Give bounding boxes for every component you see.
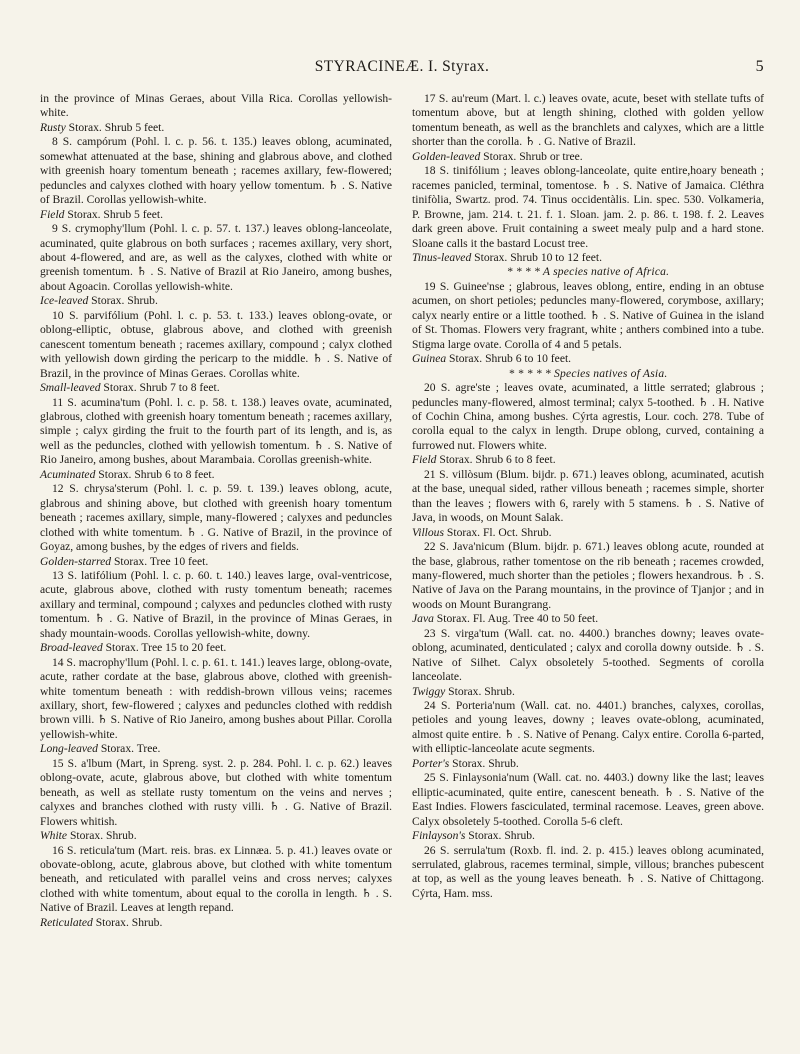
species-entry: 8 S. campórum (Pohl. l. c. p. 56. t. 135.) leaves oblong, acuminated, somewhat attenuated at the base, shining and glabrous above, and clothed with greenish hoary tomentum beneath ; racemes axillary, few-flowered; peduncles and calyxes clothed with hoary yellow tomentum. ♄ . S. Native of Brazil. Corollas yellowish-white. bbox=[40, 135, 392, 207]
common-name-line bbox=[40, 916, 392, 930]
common-name: Guinea bbox=[412, 352, 447, 366]
common-name-line bbox=[412, 150, 764, 164]
common-name-details: Storax. Shrub 5 feet. bbox=[64, 207, 163, 221]
species-entry: 12 S. chrysa'sterum (Pohl. l. c. p. 59. t. 139.) leaves oblong, acute, glabrous and shining above, but clothed with greenish hoary tomentum beneath ; racemes axillary, simple, many-flowered ; calyxes and peduncles clothed with white tomentum. ♄ . G. Native of Brazil, in the province of Goyaz, among bushes, by the edges of rivers and fields. bbox=[40, 482, 392, 554]
species-entry: 23 S. virga'tum (Wall. cat. no. 4400.) branches downy; leaves ovate-oblong, acuminated, denticulated ; calyx and corolla downy outside. ♄ . S. Native of Silhet. Calyx obsoletely 5-toothed. Segments of corolla lanceolate. bbox=[412, 626, 764, 684]
common-name: Java bbox=[412, 612, 434, 626]
common-name-details: Storax. Tree 10 feet. bbox=[111, 554, 209, 568]
common-name-line bbox=[412, 526, 764, 540]
common-name-line bbox=[412, 685, 764, 699]
common-name-details: Storax. Shrub 6 to 8 feet. bbox=[95, 467, 215, 481]
common-name-details: Storax. Shrub. bbox=[92, 915, 163, 929]
common-name: Rusty bbox=[40, 120, 66, 134]
common-name: Acuminated bbox=[40, 467, 96, 481]
species-entry: 13 S. latifólium (Pohl. l. c. p. 60. t. 140.) leaves large, oval-ventricose, acute, glabrous above, clothed with rusty tomentum beneath; racemes axillary and terminal, compound ; calyxes and peduncles clothed with rusty tomentum. ♄ . G. Native of Brazil, in the province of Minas Geraes, in shady mountain-woods. Corollas yellowish-white, downy. bbox=[40, 568, 392, 640]
common-name-details: Storax. Shrub 6 to 10 feet. bbox=[446, 352, 572, 366]
common-name-details: Storax. Shrub 5 feet. bbox=[65, 120, 165, 134]
common-name-details: Storax. Shrub 6 to 8 feet. bbox=[436, 453, 556, 467]
species-entry: 11 S. acumina'tum (Pohl. l. c. p. 58. t. 138.) leaves ovate, acuminated, glabrous, clothed with greenish hoary tomentum beneath ; racemes axillary, simple ; calyx girding the fruit to the fourth part of its length, and is, as well as the peduncles, clothed with yellowish tomentum. ♄ . S. Native of Rio Janeiro, among bushes, about Marambaia. Corollas greenish-white. bbox=[40, 395, 392, 467]
common-name-line bbox=[412, 757, 764, 771]
common-name: Field bbox=[40, 207, 65, 221]
common-name: Villous bbox=[412, 525, 444, 539]
common-name-line bbox=[412, 829, 764, 843]
species-entry: 10 S. parvifólium (Pohl. l. c. p. 53. t. 133.) leaves oblong-ovate, or oblong-elliptic, obtuse, glabrous above, and clothed with greenish canescent tomentum beneath ; racemes axillary, compound ; calyx clothed with yellowish down girding the pericarp to the middle. ♄ . S. Native of Brazil, in the province of Minas Geraes. Corollas white. bbox=[40, 308, 392, 380]
common-name-line bbox=[40, 742, 392, 756]
common-name-line bbox=[40, 381, 392, 395]
common-name: Reticulated bbox=[40, 915, 93, 929]
species-entry: 15 S. a'lbum (Mart, in Spreng. syst. 2. p. 284. Pohl. l. c. p. 62.) leaves oblong-ovate, acute, glabrous above, but clothed with white tomentum beneath, as well as stellate rusty tomentum on the veins and nerves ; calyxes and branches clothed with rusty villi. ♄ . G. Native of Brazil. Flowers whitish. bbox=[40, 756, 392, 828]
common-name-details: Storax. Shrub or tree. bbox=[480, 149, 583, 163]
common-name-details: Storax. Shrub. bbox=[88, 294, 158, 308]
common-name: Porter's bbox=[412, 756, 450, 770]
common-name-details: Storax. Fl. Oct. Shrub. bbox=[444, 525, 552, 539]
common-name-line bbox=[40, 555, 392, 569]
common-name-line bbox=[40, 208, 392, 222]
species-entry: 9 S. crymophy'llum (Pohl. l. c. p. 57. t. 137.) leaves oblong-lanceolate, acuminated, quite glabrous on both surfaces ; racemes axillary, very short, about 4-flowered, and are, as well as the calyxes, clothed with white or greenish tomentum. ♄ . S. Native of Brazil at Rio Janeiro, among bushes, about Agoacin. Corollas yellowish-white. bbox=[40, 222, 392, 293]
common-name-details: Storax. Shrub 7 to 8 feet. bbox=[100, 381, 220, 395]
species-entry: 22 S. Java'nicum (Blum. bijdr. p. 671.) leaves oblong acute, rounded at the base, glabrous, rather tomentose on the rib beneath ; racemes crowded, many-flowered, much shorter than the petioles ; flowers hexandrous. ♄ . S. Native of Java on the Parang mountains, in the province of Tjanjor ; and in woods on Mount Burangrang. bbox=[412, 540, 764, 611]
common-name: Golden-leaved bbox=[412, 149, 481, 163]
common-name: Broad-leaved bbox=[40, 641, 103, 655]
section-heading: * * * * * Species natives of Asia. bbox=[508, 366, 668, 380]
common-name-line bbox=[40, 468, 392, 482]
species-entry: 16 S. reticula'tum (Mart. reis. bras. ex Linnæa. 5. p. 41.) leaves ovate or obovate-oblong, acute, glabrous above, but clothed with white tomentum beneath, and reticulated with parallel veins and cross nerves; calyxes clothed with white tomentum, about equal to the corolla in length. ♄ . S. Native of Brazil. Leaves at length repand. bbox=[40, 843, 392, 915]
common-name: Ice-leaved bbox=[40, 294, 89, 308]
page-number: 5 bbox=[755, 58, 764, 75]
common-name: White bbox=[40, 829, 68, 843]
common-name-details: Storax. Fl. Aug. Tree 40 to 50 feet. bbox=[433, 612, 599, 626]
common-name-details: Storax. Tree 15 to 20 feet. bbox=[102, 641, 227, 655]
common-name: Golden-starred bbox=[40, 554, 112, 568]
common-name: Field bbox=[412, 453, 437, 467]
species-entry: 21 S. villòsum (Blum. bijdr. p. 671.) leaves oblong, acuminated, acutish at the base, unequal sided, rather villous beneath ; racemes simple, shorter than the leaves ; flowers with 6, rarely with 5 stamens. ♄ . S. Native of Java, in woods, on Mount Salak. bbox=[412, 467, 764, 525]
common-name-details: Storax. Tree. bbox=[97, 742, 161, 756]
common-name-line bbox=[412, 453, 764, 467]
common-name: Long-leaved bbox=[40, 742, 98, 756]
species-entry: in the province of Minas Geraes, about Villa Rica. Corollas yellowish-white. bbox=[40, 92, 392, 120]
common-name-details: Storax. Shrub. bbox=[449, 756, 519, 770]
common-name-line bbox=[40, 294, 392, 308]
species-entry: 18 S. tinifólium ; leaves oblong-lanceolate, quite entire,hoary beneath ; racemes panicled, terminal, tomentose. ♄ . S. Native of Jamaica. Cléthra tinifòlia, Swartz. prod. 74. Tìnus occidentàlis. Lin. spec. 530. Volkameria, P. Browne, jam. 214. t. 21. f. 1. Sloan. jam. 2. p. 86. t. 198. f. 2. Leaves dark green above. Fruit containing a sweet mealy pulp and a hard stone. Sloane calls it the bastard Locust tree. bbox=[412, 164, 764, 250]
species-entry: 17 S. au'reum (Mart. l. c.) leaves ovate, acute, beset with stellate tufts of tomentum above, but at length shining, clothed with golden yellow tomentum beneath, as well as the branchlets and calyxes, which are a little shorter than the corolla. ♄ . G. Native of Brazil. bbox=[412, 92, 764, 149]
common-name-details: Storax. Shrub 10 to 12 feet. bbox=[471, 250, 602, 264]
section-heading: * * * * A species native of Africa. bbox=[506, 265, 670, 279]
common-name-line bbox=[40, 829, 392, 843]
common-name-details: Storax. Shrub. bbox=[67, 829, 137, 843]
common-name: Twiggy bbox=[412, 684, 446, 698]
right-column bbox=[412, 92, 764, 901]
common-name-details: Storax. Shrub. bbox=[465, 829, 535, 843]
running-header bbox=[40, 58, 764, 80]
common-name-line bbox=[412, 352, 764, 366]
common-name: Small-leaved bbox=[40, 381, 101, 395]
common-name-line bbox=[40, 641, 392, 655]
common-name-line bbox=[412, 251, 764, 265]
species-entry: 14 S. macrophy'llum (Pohl. l. c. p. 61. t. 141.) leaves large, oblong-ovate, acute, rather cordate at the base, glabrous above, clothed with greenish-white tomentum beneath : with reddish-brown villous veins; racemes axillary, short, few-flowered ; calyxes and peduncles clothed with reddish brown villi. ♄ S. Native of Rio Janeiro, among bushes about Pillar. Corolla yellowish-white. bbox=[40, 655, 392, 741]
species-entry: 26 S. serrula'tum (Roxb. fl. ind. 2. p. 415.) leaves oblong acuminated, serrulated, glabrous, racemes terminal, simple, villous; branches pubescent at top, as well as the young leaves beneath. ♄ . S. Native of Chittagong. Cýrta, Ham. mss. bbox=[412, 843, 764, 900]
species-entry: 25 S. Finlaysonia'num (Wall. cat. no. 4403.) downy like the last; leaves elliptic-acuminated, quite entire, canescent beneath. ♄ . S. Native of the East Indies. Flowers fasciculated, terminal racemose. Leaves, green above. Calyx obsoletely 5-toothed. Corolla 5-6 cleft. bbox=[412, 771, 764, 828]
common-name-line bbox=[412, 612, 764, 626]
species-entry: 20 S. agre'ste ; leaves ovate, acuminated, a little serrated; glabrous ; peduncles many-flowered, almost terminal; calyx 5-toothed. ♄ . H. Native of Cochin China, among bushes. Cýrta agrestis, Lour. coch. 278. Tube of corolla equal to the calyx in length. Drupe oblong, curved, containing a furrowed nut. Flowers white. bbox=[412, 381, 764, 452]
common-name-details: Storax. Shrub. bbox=[445, 684, 515, 698]
common-name-line bbox=[40, 121, 392, 135]
species-entry: 24 S. Porteria'num (Wall. cat. no. 4401.) branches, calyxes, corollas, petioles and young leaves, downy ; leaves ovate-oblong, acuminated, almost quite entire. ♄ . S. Native of Penang. Calyx entire. Corolla 6-parted, with elliptic-lanceolate acute segments. bbox=[412, 699, 764, 756]
common-name: Finlayson's bbox=[412, 829, 466, 843]
page-title: STYRACINEÆ. I. Styrax. bbox=[314, 58, 490, 75]
species-entry: 19 S. Guinee'nse ; glabrous, leaves oblong, entire, ending in an obtuse acumen, on short petioles; peduncles many-flowered, corymbose, axillary; calyx nearly entire or a little toothed. ♄ . S. Native of Guinea in the island of St. Thomas. Flowers very fragrant, white ; anthers combined into a tube. Stigma large ovate. Corolla of 4 and 5 petals. bbox=[412, 279, 764, 351]
left-column bbox=[40, 92, 392, 930]
common-name: Tinus-leaved bbox=[412, 250, 472, 264]
